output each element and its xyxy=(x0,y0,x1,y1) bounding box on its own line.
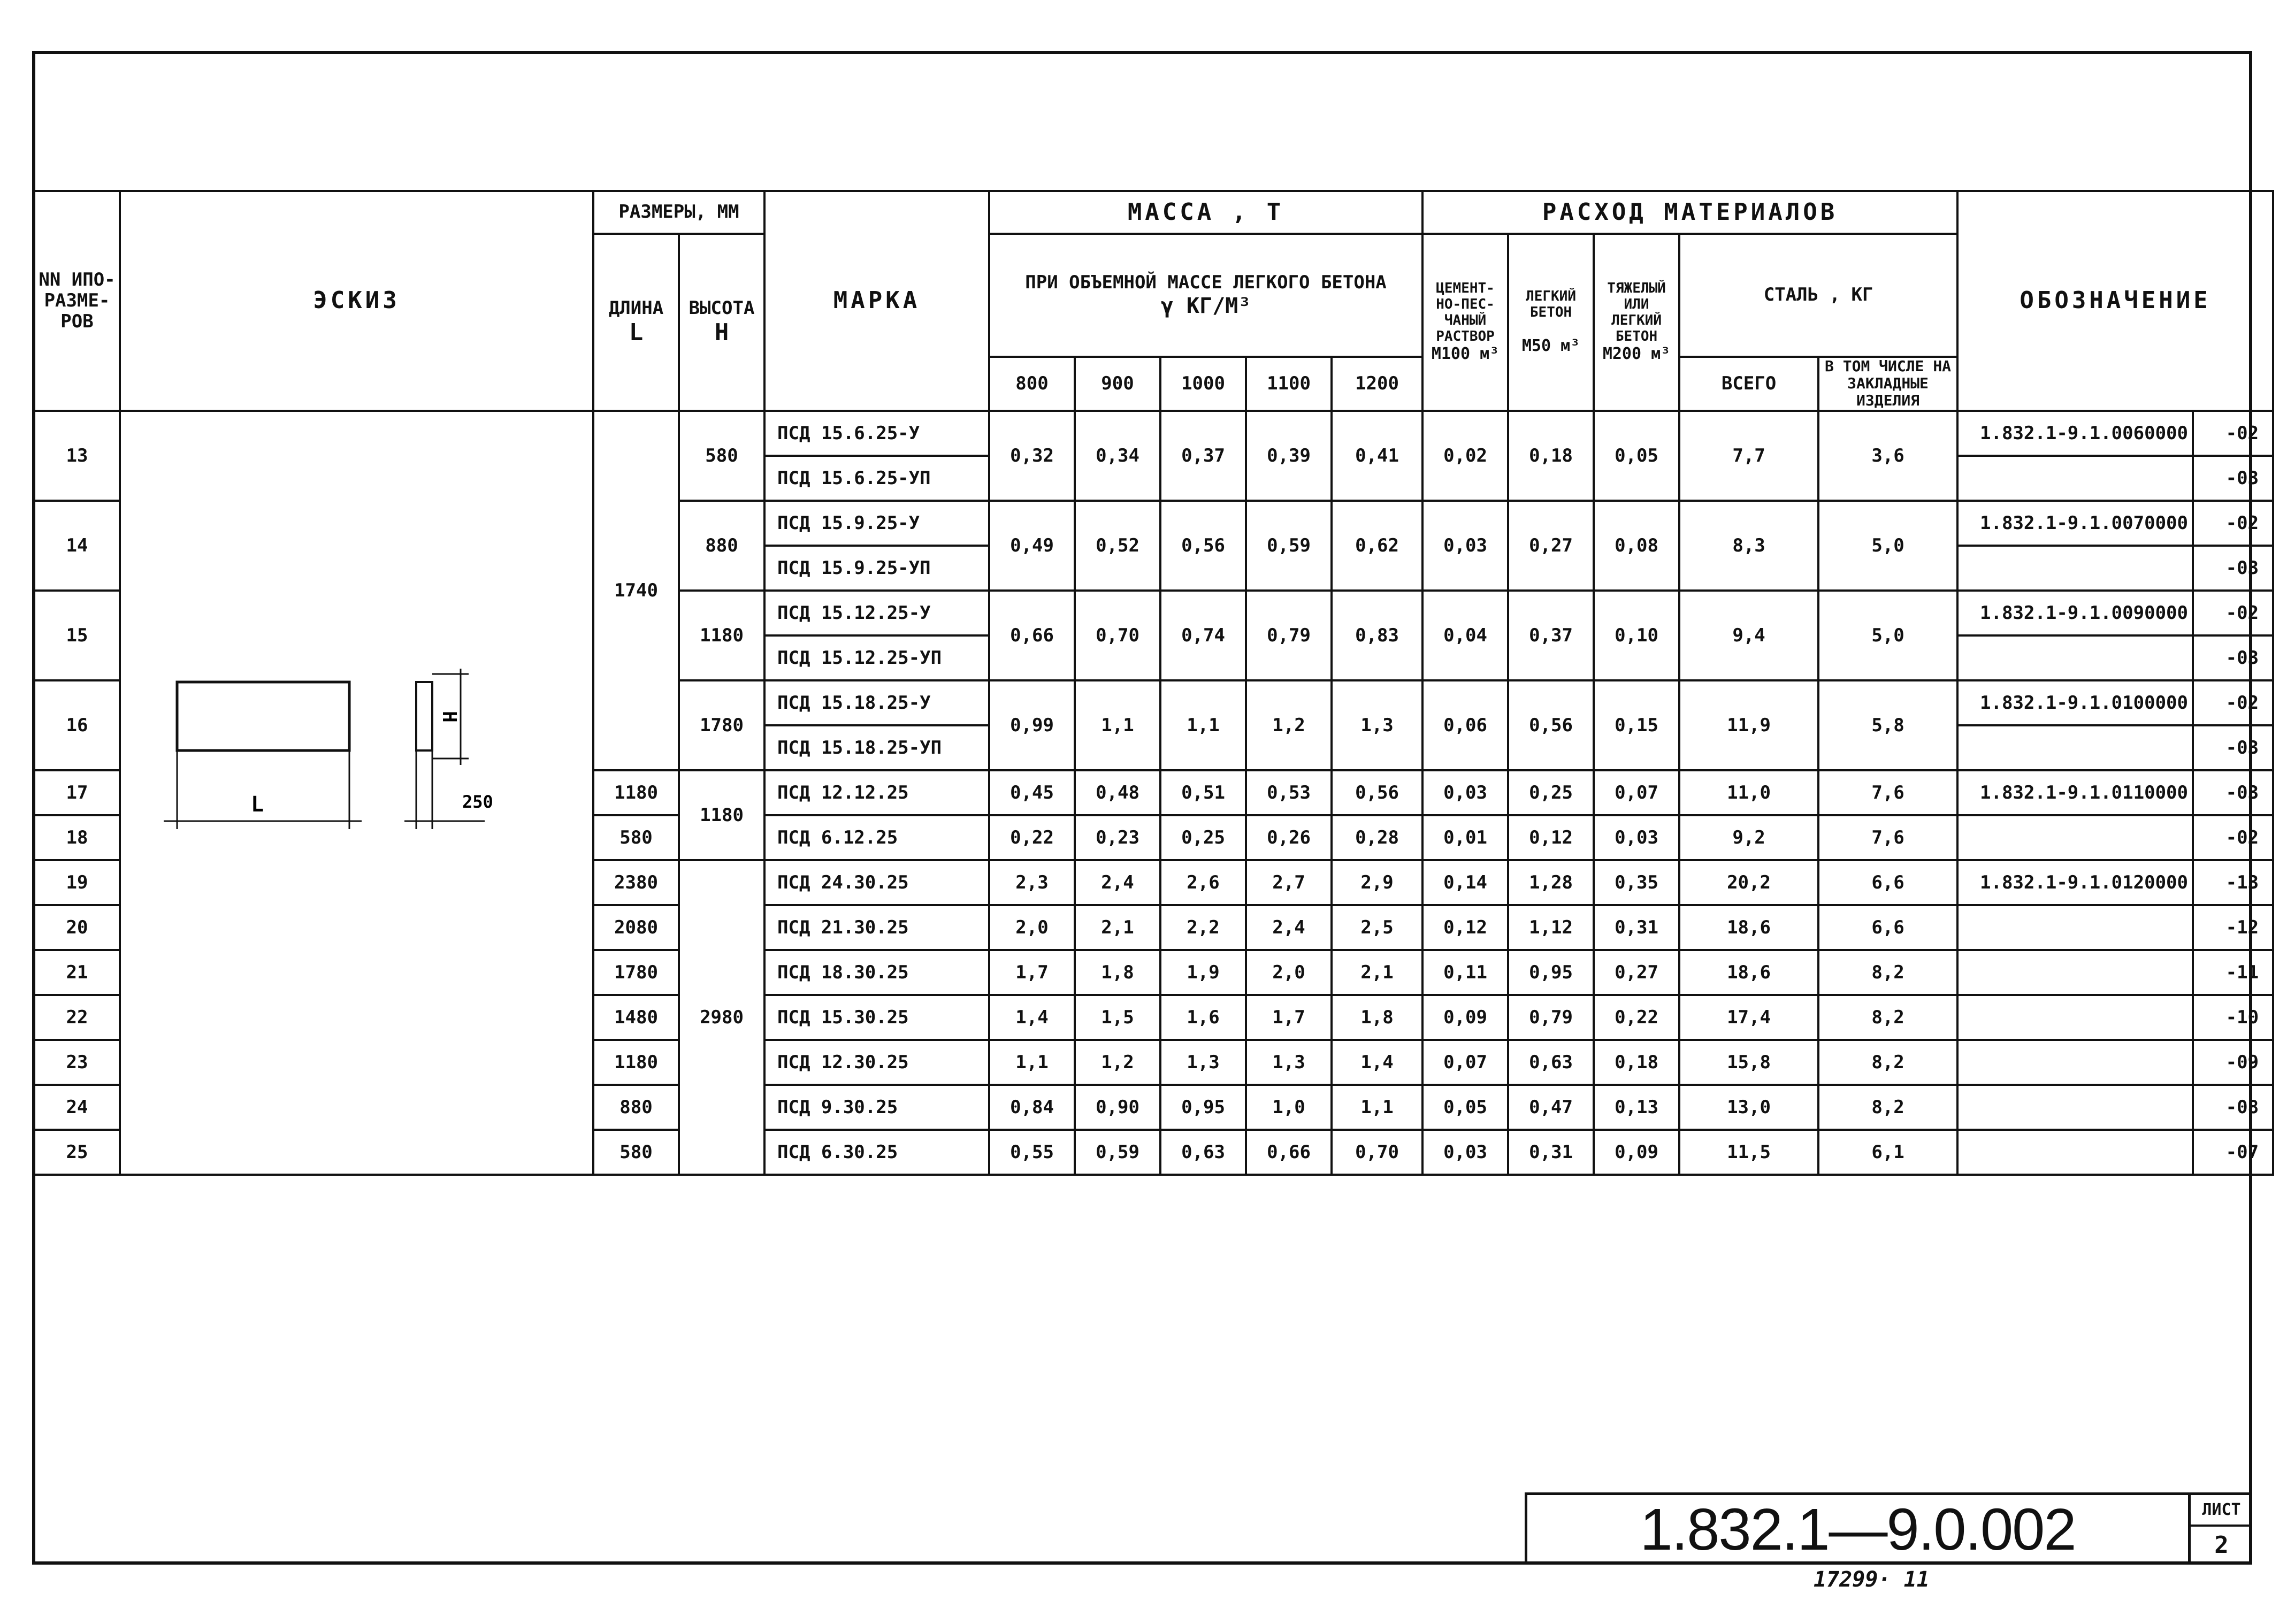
mass-cell: 0,74 xyxy=(1160,591,1246,680)
mark-cell: ПСД 15.30.25 xyxy=(764,995,989,1040)
row-number: 13 xyxy=(34,411,120,501)
designation-suffix: -10 xyxy=(2193,995,2273,1040)
density-1000: 1000 xyxy=(1160,357,1246,411)
designation-suffix: -02 xyxy=(2193,815,2273,860)
mark-cell: ПСД 9.30.25 xyxy=(764,1085,989,1130)
length-cell: 1740 xyxy=(593,411,679,770)
steel-total-cell: 18,6 xyxy=(1679,905,1818,950)
mass-cell: 1,3 xyxy=(1160,1040,1246,1085)
cement-cell: 0,06 xyxy=(1422,680,1508,770)
row-number: 14 xyxy=(34,501,120,591)
mass-cell: 2,1 xyxy=(1332,950,1422,995)
mass-cell: 0,63 xyxy=(1160,1130,1246,1175)
mass-cell: 0,32 xyxy=(989,411,1075,501)
mass-cell: 2,0 xyxy=(1246,950,1332,995)
mark-cell: ПСД 15.12.25-У xyxy=(764,591,989,635)
steel-total-cell: 11,0 xyxy=(1679,770,1818,815)
mass-cell: 1,1 xyxy=(1332,1085,1422,1130)
designation-suffix: -02 xyxy=(2193,411,2273,456)
mass-cell: 0,83 xyxy=(1332,591,1422,680)
steel-emb-cell: 8,2 xyxy=(1818,1085,1957,1130)
height-cell: 580 xyxy=(679,411,764,501)
row-number: 25 xyxy=(34,1130,120,1175)
density-900: 900 xyxy=(1075,357,1160,411)
cement-cell: 0,04 xyxy=(1422,591,1508,680)
mark-cell: ПСД 6.30.25 xyxy=(764,1130,989,1175)
row-number: 22 xyxy=(34,995,120,1040)
designation-suffix: -09 xyxy=(2193,1040,2273,1085)
cement-cell: 0,03 xyxy=(1422,1130,1508,1175)
col-designation: ОБОЗНАЧЕНИЕ xyxy=(1957,191,2273,411)
mass-cell: 0,84 xyxy=(989,1085,1075,1130)
mass-cell: 2,7 xyxy=(1246,860,1332,905)
heavy-concrete-cell: 0,08 xyxy=(1594,501,1679,591)
designation-code xyxy=(1957,1040,2193,1085)
steel-total-cell: 8,3 xyxy=(1679,501,1818,591)
mass-cell: 0,95 xyxy=(1160,1085,1246,1130)
row-number: 18 xyxy=(34,815,120,860)
designation-suffix: -11 xyxy=(2193,950,2273,995)
mass-cell: 1,3 xyxy=(1332,680,1422,770)
heavy-concrete-cell: 0,15 xyxy=(1594,680,1679,770)
steel-emb-cell: 6,6 xyxy=(1818,860,1957,905)
height-cell: 2980 xyxy=(679,860,764,1175)
designation-code xyxy=(1957,1085,2193,1130)
cement-cell: 0,03 xyxy=(1422,501,1508,591)
mass-cell: 1,2 xyxy=(1246,680,1332,770)
mass-cell: 1,8 xyxy=(1075,950,1160,995)
row-number: 16 xyxy=(34,680,120,770)
mass-cell: 1,5 xyxy=(1075,995,1160,1040)
mass-cell: 0,56 xyxy=(1160,501,1246,591)
designation-code xyxy=(1957,995,2193,1040)
sketch-label-l: L xyxy=(250,792,264,817)
mass-cell: 0,62 xyxy=(1332,501,1422,591)
mass-cell: 0,23 xyxy=(1075,815,1160,860)
height-cell: 1780 xyxy=(679,680,764,770)
heavy-concrete-cell: 0,09 xyxy=(1594,1130,1679,1175)
light-concrete-cell: 0,12 xyxy=(1508,815,1594,860)
mark-cell: ПСД 15.18.25-УП xyxy=(764,725,989,770)
mass-cell: 1,7 xyxy=(1246,995,1332,1040)
mark-cell: ПСД 15.6.25-УП xyxy=(764,456,989,501)
heavy-concrete-cell: 0,05 xyxy=(1594,411,1679,501)
mark-cell: ПСД 18.30.25 xyxy=(764,950,989,995)
mass-cell: 0,41 xyxy=(1332,411,1422,501)
heavy-concrete-cell: 0,22 xyxy=(1594,995,1679,1040)
heavy-concrete-cell: 0,03 xyxy=(1594,815,1679,860)
designation-suffix: -02 xyxy=(2193,591,2273,635)
row-number: 17 xyxy=(34,770,120,815)
length-cell: 1180 xyxy=(593,770,679,815)
mass-cell: 1,4 xyxy=(989,995,1075,1040)
cement-cell: 0,09 xyxy=(1422,995,1508,1040)
row-number: 19 xyxy=(34,860,120,905)
col-length: ДЛИНА L xyxy=(593,234,679,411)
designation-suffix: -03 xyxy=(2193,725,2273,770)
length-cell: 880 xyxy=(593,1085,679,1130)
length-cell: 580 xyxy=(593,1130,679,1175)
density-800: 800 xyxy=(989,357,1075,411)
mass-cell: 0,79 xyxy=(1246,591,1332,680)
light-concrete-cell: 0,25 xyxy=(1508,770,1594,815)
panel-side-view xyxy=(416,682,432,750)
steel-total-cell: 13,0 xyxy=(1679,1085,1818,1130)
steel-total-cell: 11,5 xyxy=(1679,1130,1818,1175)
length-cell: 2080 xyxy=(593,905,679,950)
light-concrete-cell: 0,56 xyxy=(1508,680,1594,770)
mass-cell: 0,59 xyxy=(1246,501,1332,591)
height-cell: 1180 xyxy=(679,770,764,860)
cement-cell: 0,05 xyxy=(1422,1085,1508,1130)
mark-cell: ПСД 15.9.25-УП xyxy=(764,546,989,591)
density-1200: 1200 xyxy=(1332,357,1422,411)
steel-total-cell: 17,4 xyxy=(1679,995,1818,1040)
mass-cell: 2,3 xyxy=(989,860,1075,905)
designation-code xyxy=(1957,950,2193,995)
designation-code xyxy=(1957,546,2193,591)
cement-cell: 0,11 xyxy=(1422,950,1508,995)
mass-cell: 0,99 xyxy=(989,680,1075,770)
designation-suffix: -12 xyxy=(2193,905,2273,950)
mass-cell: 1,1 xyxy=(1160,680,1246,770)
mass-cell: 1,0 xyxy=(1246,1085,1332,1130)
mass-cell: 0,39 xyxy=(1246,411,1332,501)
col-heavy: ТЯЖЕЛЫЙ ИЛИ ЛЕГКИЙ БЕТОН М200 м³ xyxy=(1594,234,1679,411)
cement-cell: 0,01 xyxy=(1422,815,1508,860)
mass-cell: 0,56 xyxy=(1332,770,1422,815)
mass-cell: 1,6 xyxy=(1160,995,1246,1040)
steel-total-cell: 11,9 xyxy=(1679,680,1818,770)
mark-cell: ПСД 24.30.25 xyxy=(764,860,989,905)
light-concrete-cell: 0,18 xyxy=(1508,411,1594,501)
mass-cell: 2,9 xyxy=(1332,860,1422,905)
heavy-concrete-cell: 0,31 xyxy=(1594,905,1679,950)
steel-total-cell: 9,4 xyxy=(1679,591,1818,680)
light-concrete-cell: 0,63 xyxy=(1508,1040,1594,1085)
steel-emb-cell: 5,0 xyxy=(1818,591,1957,680)
length-cell: 580 xyxy=(593,815,679,860)
sketch-label-thickness: 250 xyxy=(462,791,493,812)
document-number: 1.832.1—9.0.002 xyxy=(1525,1492,2188,1565)
mass-cell: 0,51 xyxy=(1160,770,1246,815)
mass-cell: 1,4 xyxy=(1332,1040,1422,1085)
col-light: ЛЕГКИЙ БЕТОН М50 м³ xyxy=(1508,234,1594,411)
cement-cell: 0,02 xyxy=(1422,411,1508,501)
steel-emb-cell: 8,2 xyxy=(1818,995,1957,1040)
col-mass: МАССА , Т xyxy=(989,191,1422,234)
mass-cell: 1,1 xyxy=(989,1040,1075,1085)
mass-cell: 0,48 xyxy=(1075,770,1160,815)
mass-cell: 0,59 xyxy=(1075,1130,1160,1175)
designation-suffix: -03 xyxy=(2193,546,2273,591)
mark-cell: ПСД 15.12.25-УП xyxy=(764,635,989,680)
mass-cell: 2,4 xyxy=(1246,905,1332,950)
designation-suffix: -07 xyxy=(2193,1130,2273,1175)
steel-total-cell: 18,6 xyxy=(1679,950,1818,995)
panel-sketch xyxy=(121,412,593,1161)
col-sketch: ЭСКИЗ xyxy=(120,191,593,411)
steel-total-cell: 20,2 xyxy=(1679,860,1818,905)
cement-cell: 0,12 xyxy=(1422,905,1508,950)
col-steel-emb: В ТОМ ЧИСЛЕ НА ЗАКЛАДНЫЕ ИЗДЕЛИЯ xyxy=(1818,357,1957,411)
length-cell: 1480 xyxy=(593,995,679,1040)
heavy-concrete-cell: 0,10 xyxy=(1594,591,1679,680)
steel-emb-cell: 7,6 xyxy=(1818,815,1957,860)
light-concrete-cell: 0,47 xyxy=(1508,1085,1594,1130)
col-mark: МАРКА xyxy=(764,191,989,411)
mass-cell: 0,66 xyxy=(989,591,1075,680)
mark-cell: ПСД 12.12.25 xyxy=(764,770,989,815)
designation-code xyxy=(1957,815,2193,860)
col-dims: РАЗМЕРЫ, ММ xyxy=(593,191,764,234)
sheet-number: 2 xyxy=(2214,1531,2229,1559)
length-cell: 2380 xyxy=(593,860,679,905)
designation-code: 1.832.1-9.1.0100000 xyxy=(1957,680,2193,725)
steel-emb-cell: 6,6 xyxy=(1818,905,1957,950)
designation-suffix: -02 xyxy=(2193,501,2273,546)
mass-cell: 0,66 xyxy=(1246,1130,1332,1175)
mass-cell: 0,28 xyxy=(1332,815,1422,860)
mass-cell: 2,2 xyxy=(1160,905,1246,950)
mass-cell: 2,4 xyxy=(1075,860,1160,905)
mass-cell: 0,25 xyxy=(1160,815,1246,860)
heavy-concrete-cell: 0,13 xyxy=(1594,1085,1679,1130)
steel-emb-cell: 5,0 xyxy=(1818,501,1957,591)
mass-cell: 0,34 xyxy=(1075,411,1160,501)
light-concrete-cell: 1,28 xyxy=(1508,860,1594,905)
steel-emb-cell: 7,6 xyxy=(1818,770,1957,815)
cement-cell: 0,07 xyxy=(1422,1040,1508,1085)
designation-code: 1.832.1-9.1.0060000 xyxy=(1957,411,2193,456)
archive-note: 17299· 11 xyxy=(1814,1567,1930,1592)
mass-cell: 0,45 xyxy=(989,770,1075,815)
designation-code xyxy=(1957,1130,2193,1175)
designation-suffix: -13 xyxy=(2193,860,2273,905)
col-steel-total: ВСЕГО xyxy=(1679,357,1818,411)
steel-emb-cell: 3,6 xyxy=(1818,411,1957,501)
light-concrete-cell: 0,37 xyxy=(1508,591,1594,680)
row-number: 15 xyxy=(34,591,120,680)
mass-cell: 1,3 xyxy=(1246,1040,1332,1085)
mass-cell: 2,1 xyxy=(1075,905,1160,950)
mass-cell: 2,5 xyxy=(1332,905,1422,950)
title-block xyxy=(1525,1492,2252,1565)
mass-cell: 1,7 xyxy=(989,950,1075,995)
sheet-label: ЛИСТ xyxy=(2191,1495,2252,1527)
mark-cell: ПСД 15.6.25-У xyxy=(764,411,989,456)
col-height: ВЫСОТА H xyxy=(679,234,764,411)
length-cell: 1180 xyxy=(593,1040,679,1085)
sheet-box xyxy=(2188,1492,2252,1565)
col-mass-sub: ПРИ ОБЪЕМНОЙ МАССЕ ЛЕГКОГО БЕТОНА γ КГ/М³ xyxy=(989,234,1422,357)
row-number: 20 xyxy=(34,905,120,950)
mass-cell: 2,0 xyxy=(989,905,1075,950)
designation-code xyxy=(1957,635,2193,680)
mark-cell: ПСД 12.30.25 xyxy=(764,1040,989,1085)
mass-cell: 0,53 xyxy=(1246,770,1332,815)
sketch-cell xyxy=(120,411,593,1175)
heavy-concrete-cell: 0,35 xyxy=(1594,860,1679,905)
mass-cell: 1,1 xyxy=(1075,680,1160,770)
heavy-concrete-cell: 0,07 xyxy=(1594,770,1679,815)
row-number: 24 xyxy=(34,1085,120,1130)
col-cement: ЦЕМЕНТ-НО-ПЕС-ЧАНЫЙ РАСТВОР М100 м³ xyxy=(1422,234,1508,411)
row-number: 21 xyxy=(34,950,120,995)
mark-cell: ПСД 6.12.25 xyxy=(764,815,989,860)
spec-table xyxy=(33,190,2274,1176)
steel-emb-cell: 8,2 xyxy=(1818,950,1957,995)
col-steel: СТАЛЬ , КГ xyxy=(1679,234,1957,357)
cement-cell: 0,03 xyxy=(1422,770,1508,815)
mass-cell: 1,9 xyxy=(1160,950,1246,995)
height-cell: 1180 xyxy=(679,591,764,680)
col-materials: РАСХОД МАТЕРИАЛОВ xyxy=(1422,191,1957,234)
row-number: 23 xyxy=(34,1040,120,1085)
designation-suffix: -03 xyxy=(2193,635,2273,680)
mass-cell: 0,70 xyxy=(1075,591,1160,680)
steel-emb-cell: 5,8 xyxy=(1818,680,1957,770)
designation-suffix: -08 xyxy=(2193,1085,2273,1130)
mark-cell: ПСД 15.9.25-У xyxy=(764,501,989,546)
steel-total-cell: 15,8 xyxy=(1679,1040,1818,1085)
mass-cell: 2,6 xyxy=(1160,860,1246,905)
mark-cell: ПСД 21.30.25 xyxy=(764,905,989,950)
mass-cell: 0,22 xyxy=(989,815,1075,860)
designation-suffix: -03 xyxy=(2193,770,2273,815)
cement-cell: 0,14 xyxy=(1422,860,1508,905)
steel-total-cell: 7,7 xyxy=(1679,411,1818,501)
mass-cell: 0,70 xyxy=(1332,1130,1422,1175)
mass-cell: 1,2 xyxy=(1075,1040,1160,1085)
light-concrete-cell: 0,27 xyxy=(1508,501,1594,591)
sketch-label-h: H xyxy=(438,710,460,723)
light-concrete-cell: 1,12 xyxy=(1508,905,1594,950)
designation-suffix: -03 xyxy=(2193,456,2273,501)
designation-suffix: -02 xyxy=(2193,680,2273,725)
mass-cell: 0,55 xyxy=(989,1130,1075,1175)
mass-cell: 1,8 xyxy=(1332,995,1422,1040)
steel-total-cell: 9,2 xyxy=(1679,815,1818,860)
heavy-concrete-cell: 0,18 xyxy=(1594,1040,1679,1085)
col-nn: NN ИПО-РАЗМЕ-РОВ xyxy=(34,191,120,411)
panel-front-view xyxy=(177,682,349,750)
designation-code: 1.832.1-9.1.0070000 xyxy=(1957,501,2193,546)
designation-code xyxy=(1957,725,2193,770)
designation-code xyxy=(1957,456,2193,501)
mark-cell: ПСД 15.18.25-У xyxy=(764,680,989,725)
steel-emb-cell: 6,1 xyxy=(1818,1130,1957,1175)
heavy-concrete-cell: 0,27 xyxy=(1594,950,1679,995)
mass-cell: 0,52 xyxy=(1075,501,1160,591)
length-cell: 1780 xyxy=(593,950,679,995)
designation-code xyxy=(1957,905,2193,950)
mass-cell: 0,26 xyxy=(1246,815,1332,860)
designation-code: 1.832.1-9.1.0090000 xyxy=(1957,591,2193,635)
light-concrete-cell: 0,95 xyxy=(1508,950,1594,995)
mass-cell: 0,49 xyxy=(989,501,1075,591)
light-concrete-cell: 0,31 xyxy=(1508,1130,1594,1175)
density-1100: 1100 xyxy=(1246,357,1332,411)
height-cell: 880 xyxy=(679,501,764,591)
steel-emb-cell: 8,2 xyxy=(1818,1040,1957,1085)
light-concrete-cell: 0,79 xyxy=(1508,995,1594,1040)
mass-cell: 0,90 xyxy=(1075,1085,1160,1130)
mass-cell: 0,37 xyxy=(1160,411,1246,501)
designation-code: 1.832.1-9.1.0110000 xyxy=(1957,770,2193,815)
designation-code: 1.832.1-9.1.0120000 xyxy=(1957,860,2193,905)
